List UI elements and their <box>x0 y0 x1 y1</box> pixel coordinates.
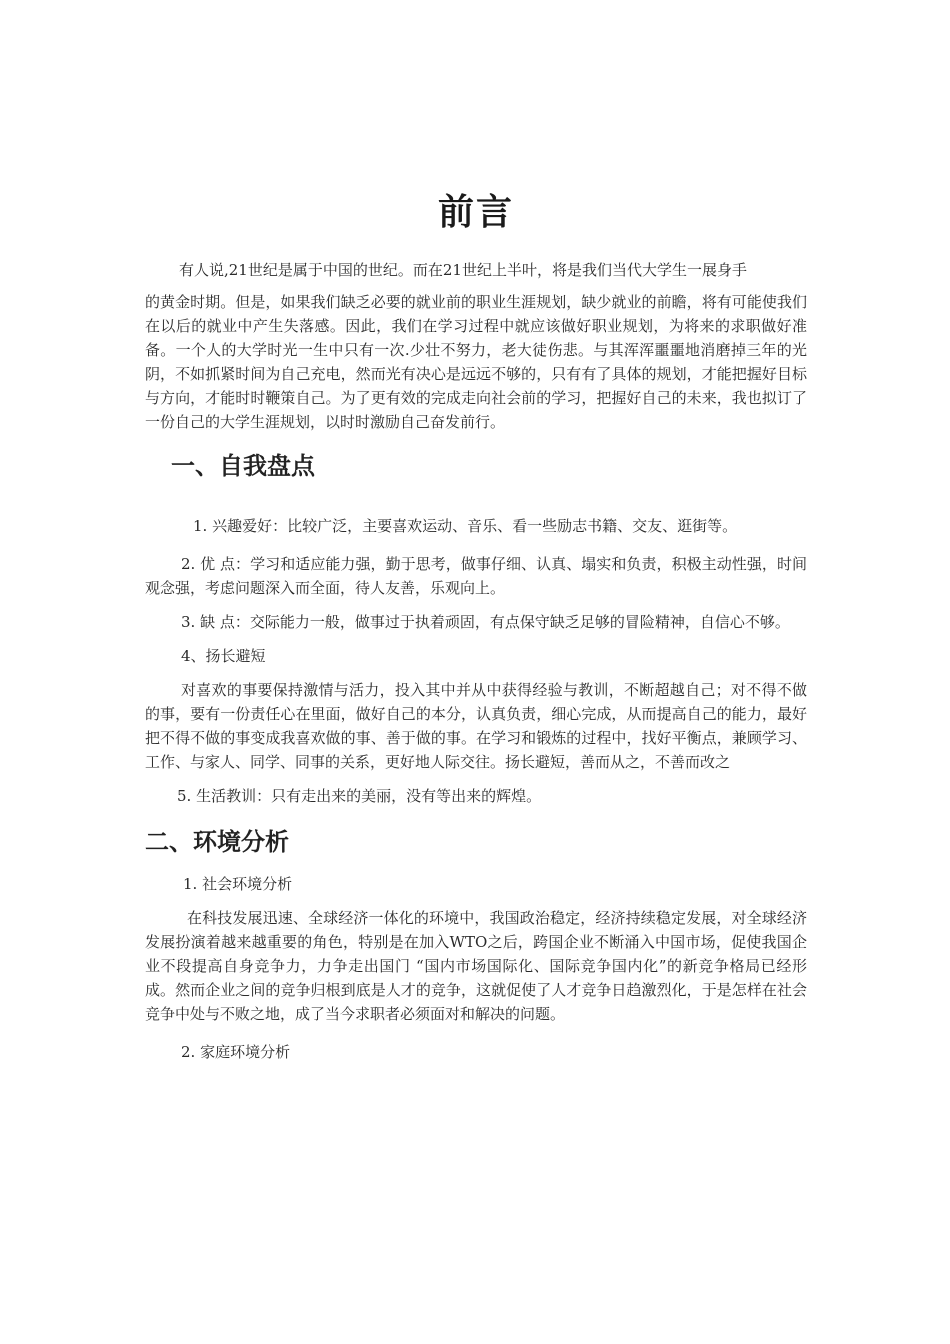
intro-first-line: 有人说,21世纪是属于中国的世纪。而在21世纪上半叶，将是我们当代大学生一展身手 <box>179 261 747 279</box>
self-review-item-strengths-body: 对喜欢的事要保持激情与活力，投入其中并从中获得经验与教训，不断超越自己；对不得不做的事，要有一份责任心在里面，做好自己的本分，认真负责，细心完成，从而提高自己的能力，最好把不得不做的事变成我喜欢做的事、善于做的事。在学习和锻炼的过程中，找好平衡点，兼顾学习、工作、与家人、同学、同事的关系，更好地人际交往。扬长避短，善而从之，不善而改之 <box>145 681 807 771</box>
document-page <box>145 186 807 1064</box>
section-heading-environment: 二、环境分析 <box>145 827 289 856</box>
self-review-item-strengths: 2. 优 点：学习和适应能力强，勤于思考，做事仔细、认真、塌实和负责，积极主动性强，时间观念强，考虑问题深入而全面，待人友善，乐观向上。 <box>145 555 807 597</box>
environment-family-heading: 2. 家庭环境分析 <box>181 1043 291 1061</box>
intro-paragraph: 的黄金时期。但是，如果我们缺乏必要的就业前的职业生涯规划，缺少就业的前瞻，将有可能使我们在以后的就业中产生失落感。因此，我们在学习过程中就应该做好职业规划，为将来的求职做好准备。一个人的大学时光一生中只有一次.少壮不努力，老大徒伤悲。与其浑浑噩噩地消磨掉三年的光阴，不如抓紧时间为自己充电，然而光有决心是远远不够的，只有有了具体的规划，才能把握好目标与方向，才能时时鞭策自己。为了更有效的完成走向社会前的学习，把握好自己的未来，我也拟订了一份自己的大学生涯规划，以时时激励自己奋发前行。 <box>145 293 807 431</box>
self-review-item-weaknesses: 3. 缺 点：交际能力一般，做事过于执着顽固，有点保守缺乏足够的冒险精神，自信心不够。 <box>181 613 790 631</box>
self-review-item-lesson: 5. 生活教训：只有走出来的美丽，没有等出来的辉煌。 <box>177 787 542 805</box>
self-review-item-interests: 1. 兴趣爱好：比较广泛，主要喜欢运动、音乐、看一些励志书籍、交友、逛街等。 <box>193 517 738 535</box>
self-review-item-strengths-heading: 4、扬长避短 <box>181 647 266 665</box>
section-heading-self-review: 一、自我盘点 <box>171 451 315 480</box>
environment-social-heading: 1. 社会环境分析 <box>183 875 293 893</box>
page-title: 前言 <box>437 191 514 233</box>
environment-social-body: 在科技发展迅速、全球经济一体化的环境中，我国政治稳定，经济持续稳定发展，对全球经济发展扮演着越来越重要的角色，特别是在加入WTO之后，跨国企业不断涌入中国市场，促使我国企业不段提高自身竞争力，力争走出国门 “国内市场国际化、国际竞争国内化”的新竞争格局已经形成。然而企业之间的竞争归根到底是人才的竞争，这就促使了人才竞争日趋激烈化，于是怎样在社会竞争中处与不败之地，成了当今求职者必须面对和解决的问题。 <box>145 909 807 1023</box>
